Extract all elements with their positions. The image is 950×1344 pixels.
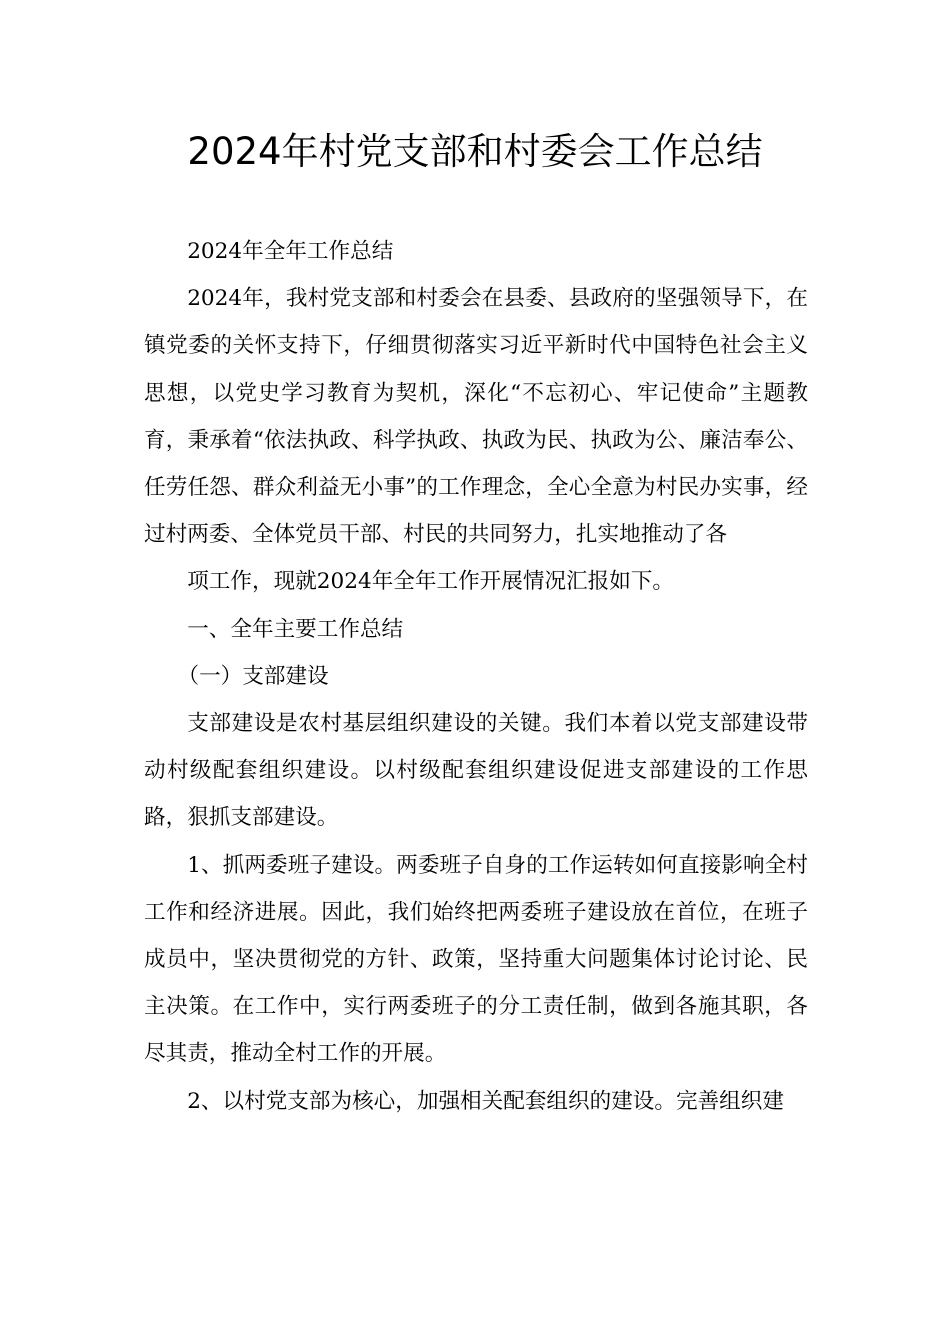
document-body [144,228,808,1125]
paragraph-branch-building: 支部建设是农村基层组织建设的关键。我们本着以党支部建设带动村级配套组织建设。以村级配套组织建设促进支部建设的工作思路，狠抓支部建设。 [144,711,808,831]
paragraph-item-1: 1、抓两委班子建设。两委班子自身的工作运转如何直接影响全村工作和经济进展。因此，我们始终把两委班子建设放在首位，在班子成员中，坚决贯彻党的方针、政策，坚持重大问题集体讨论讨论、民主决策。在工作中，实行两委班子的分工责任制，做到各施其职，各尽其责，推动全村工作的开展。 [144,852,808,1067]
paragraph-subtitle: 2024年全年工作总结 [187,239,394,264]
section-heading: 一、全年主要工作总结 [187,616,404,642]
paragraph-item-2: 2、以村党支部为核心，加强相关配套组织的建设。完善组织建 [187,1088,784,1114]
subsection-heading: （一）支部建设 [177,663,329,689]
paragraph-intro-continued: 项工作，现就2024年全年工作开展情况汇报如下。 [187,569,675,595]
document-title: 2024年村党支部和村委会工作总结 [187,130,763,173]
paragraph-intro: 2024年，我村党支部和村委会在县委、县政府的坚强领导下，在镇党委的关怀支持下，仔细贯彻落实习近平新时代中国特色社会主义思想，以党史学习教育为契机，深化“不忘初心、牢记使命”主题教育，秉承着“依法执政、科学执政、执政为民、执政为公、廉洁奉公、任劳任怨、群众利益无小事”的工作理念，全心全意为村民办实事，经过村两委、全体党员干部、村民的共同努力，扎实地推动了各 [144,286,808,548]
